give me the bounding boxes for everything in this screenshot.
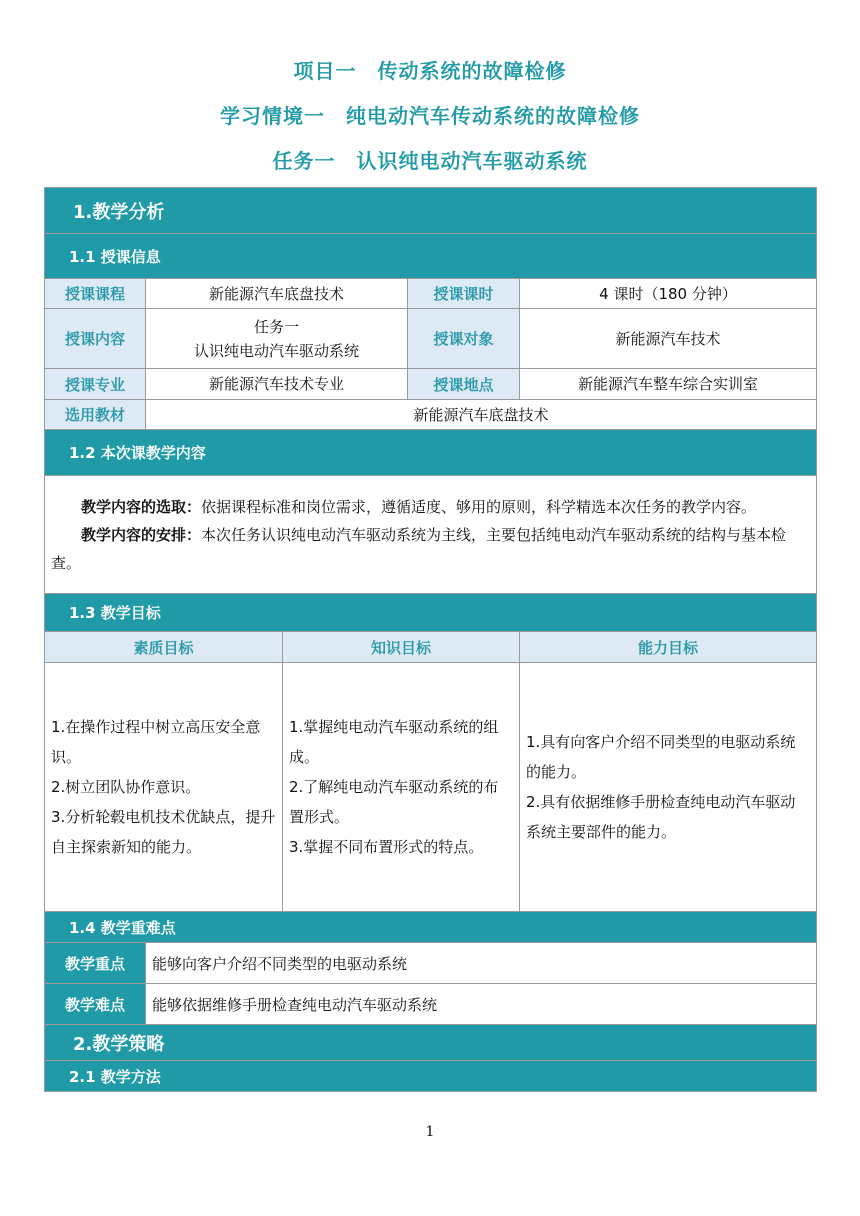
key-point-label: 教学重点 bbox=[45, 943, 146, 984]
content-selection-paragraph bbox=[51, 493, 810, 521]
major-value: 新能源汽车技术专业 bbox=[146, 369, 408, 400]
info-row-textbook bbox=[45, 400, 817, 430]
task-title: 任务一 认识纯电动汽车驱动系统 bbox=[272, 149, 588, 173]
knowledge-goal-item: 2.了解纯电动汽车驱动系统的布置形式。 bbox=[289, 778, 499, 826]
project-title: 项目一 传动系统的故障检修 bbox=[293, 59, 567, 83]
situation-title: 学习情境一 纯电动汽车传动系统的故障检修 bbox=[220, 104, 640, 128]
ability-goal-item: 2.具有依据维修手册检查纯电动汽车驱动系统主要部件的能力。 bbox=[526, 793, 796, 841]
goals-content-row bbox=[45, 663, 817, 912]
content-arrangement-paragraph bbox=[51, 521, 810, 577]
subsection-title: 1.3 教学目标 bbox=[45, 594, 817, 632]
title-block bbox=[0, 56, 860, 176]
subsection-title: 1.1 授课信息 bbox=[45, 234, 817, 279]
content-label: 授课内容 bbox=[45, 309, 146, 369]
quality-goals bbox=[45, 663, 283, 912]
textbook-label: 选用教材 bbox=[45, 400, 146, 430]
hours-value: 4 课时（180 分钟） bbox=[520, 279, 817, 309]
quality-goal-item: 1.在操作过程中树立高压安全意识。 bbox=[51, 718, 261, 766]
content-value-line1: 任务一 bbox=[253, 317, 299, 336]
subsection-title: 1.4 教学重难点 bbox=[45, 912, 817, 943]
section-title: 2.教学策略 bbox=[45, 1025, 817, 1061]
course-value: 新能源汽车底盘技术 bbox=[146, 279, 408, 309]
subsection-header-info bbox=[45, 234, 817, 279]
lesson-plan-table bbox=[44, 187, 817, 1092]
knowledge-goal-item: 3.掌握不同布置形式的特点。 bbox=[289, 838, 484, 856]
quality-goal-item: 2.树立团队协作意识。 bbox=[51, 778, 201, 796]
content-arrangement-label: 教学内容的安排： bbox=[81, 525, 202, 544]
audience-value: 新能源汽车技术 bbox=[520, 309, 817, 369]
content-selection-text: 依据课程标准和岗位需求，遵循适度、够用的原则，科学精选本次任务的教学内容。 bbox=[201, 497, 757, 516]
audience-label: 授课对象 bbox=[408, 309, 520, 369]
place-value: 新能源汽车整车综合实训室 bbox=[520, 369, 817, 400]
difficult-point-label: 教学难点 bbox=[45, 984, 146, 1025]
knowledge-goals-header: 知识目标 bbox=[283, 632, 520, 663]
subsection-header-content bbox=[45, 430, 817, 476]
key-point-row bbox=[45, 943, 817, 984]
hours-label: 授课课时 bbox=[408, 279, 520, 309]
content-selection-label: 教学内容的选取： bbox=[81, 497, 202, 516]
place-label: 授课地点 bbox=[408, 369, 520, 400]
quality-goals-header: 素质目标 bbox=[45, 632, 283, 663]
major-label: 授课专业 bbox=[45, 369, 146, 400]
info-row-content bbox=[45, 309, 817, 369]
page-number: 1 bbox=[425, 1124, 435, 1140]
knowledge-goal-item: 1.掌握纯电动汽车驱动系统的组成。 bbox=[289, 718, 499, 766]
subsection-title: 1.2 本次课教学内容 bbox=[45, 430, 817, 476]
subsection-header-methods bbox=[45, 1061, 817, 1092]
section-header-teaching-analysis bbox=[45, 188, 817, 234]
content-description bbox=[45, 476, 817, 594]
quality-goal-item: 3.分析轮毂电机技术优缺点，提升自主探索新知的能力。 bbox=[51, 808, 276, 856]
key-point-value: 能够向客户介绍不同类型的电驱动系统 bbox=[146, 943, 817, 984]
subsection-header-goals bbox=[45, 594, 817, 632]
content-arrangement-text: 本次任务认识纯电动汽车驱动系统为主线，主要包括纯电动汽车驱动系统的结构与基本检查。 bbox=[51, 525, 787, 572]
content-value bbox=[146, 309, 408, 369]
difficult-point-value: 能够依据维修手册检查纯电动汽车驱动系统 bbox=[146, 984, 817, 1025]
content-description-row bbox=[45, 476, 817, 594]
difficult-point-row bbox=[45, 984, 817, 1025]
info-row-course bbox=[45, 279, 817, 309]
subsection-title: 2.1 教学方法 bbox=[45, 1061, 817, 1092]
subsection-header-keys bbox=[45, 912, 817, 943]
ability-goals bbox=[520, 663, 817, 912]
ability-goal-item: 1.具有向客户介绍不同类型的电驱动系统的能力。 bbox=[526, 733, 796, 781]
info-row-major bbox=[45, 369, 817, 400]
course-label: 授课课程 bbox=[45, 279, 146, 309]
goals-header-row bbox=[45, 632, 817, 663]
knowledge-goals bbox=[283, 663, 520, 912]
content-value-line2: 认识纯电动汽车驱动系统 bbox=[193, 341, 359, 360]
section-title: 1.教学分析 bbox=[45, 188, 817, 234]
textbook-value: 新能源汽车底盘技术 bbox=[146, 400, 817, 430]
section-header-teaching-strategy bbox=[45, 1025, 817, 1061]
ability-goals-header: 能力目标 bbox=[520, 632, 817, 663]
